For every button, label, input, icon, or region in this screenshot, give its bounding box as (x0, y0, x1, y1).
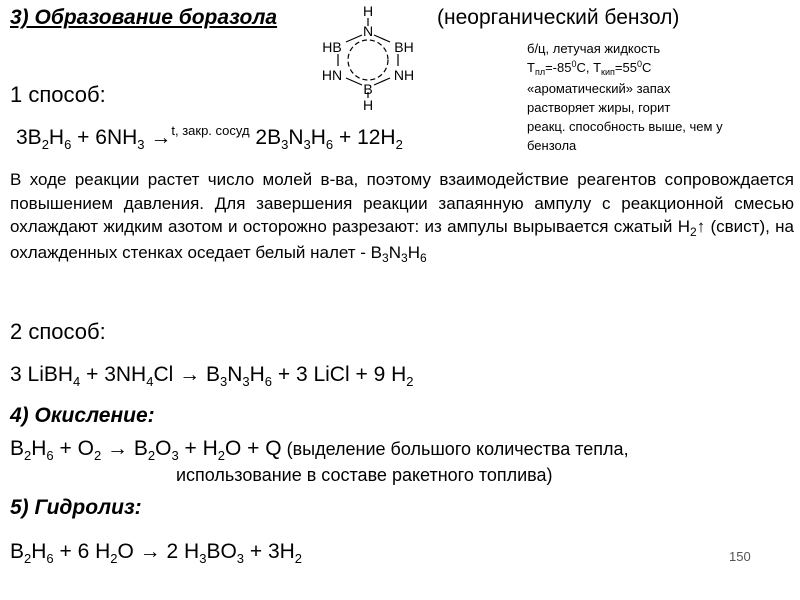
oxidation-note-1: (выделение большого количества тепла, (281, 439, 629, 459)
atom-bh: BH (394, 39, 414, 55)
atom-hb: HB (322, 39, 342, 55)
aromatic-ring (348, 40, 388, 80)
oxidation-note-2: использование в составе ракетного топлива) (176, 465, 553, 485)
atom-hn: HN (321, 67, 343, 83)
section-3-aside: (неорганический бензол) (437, 6, 680, 29)
property-line-4: растворяет жиры, горит (527, 100, 671, 115)
method-2-heading: 2 способ: (10, 319, 106, 344)
method-1-description: В ходе реакции растет число молей в-ва, поэтому взаимодействие реагентов сопровождается повышением давления. Для завершения реакции запаянную ампулу с реакционной смесью охлаждают жидким азотом и осторожно разрезают: из ампулы вырывается сжатый $Н_2↑$ (свист), на охлажденных стенках оседает белый налет - $B_3N_3H_6$ (10, 170, 794, 265)
property-line-1: б/ц, летучая жидкость (527, 41, 661, 56)
property-line-3: «ароматический» запах (527, 81, 671, 96)
section-4-title: 4) Окисление: (10, 404, 155, 427)
page-number: 150 (729, 549, 751, 564)
bond-nr-b (374, 78, 390, 85)
atom-b-bottom: B (363, 81, 373, 97)
atom-h-top: H (362, 3, 374, 19)
property-line-5: реакц. способность выше, чем у (527, 119, 723, 134)
section-3-title: 3) Образование боразола (10, 6, 278, 29)
oxidation-equation: $B_2H_6 + O_2 \to B_2O_3 + H_2O + Q$ (выделение большого количества тепла, (10, 437, 629, 463)
property-line-6: бензола (527, 138, 577, 153)
bond-nl-b (346, 78, 362, 85)
method-2-equation: 3 LiBH$_4$ + $3NH_4Cl \to B_3N_3H_6 + 3$ LiCl + 9 $H_2$ (10, 363, 414, 389)
method-1-equation: $3B_2H_6 + 6NH_3 \to^{t, закр. сосуд}$ $2B_3N_3H_6 + 12H_2$ (16, 123, 403, 152)
property-line-2: $Т_{пл}=-85^0С$, $Т_{кип}=55^0С$ (527, 59, 652, 77)
atom-h-bottom: H (362, 97, 374, 112)
hydrolysis-equation: $B_2H_6 + 6$ $H_2O \to 2$ $H_3BO_3 + 3H_2$ (10, 540, 303, 566)
bond-n-bl (346, 35, 362, 42)
section-5-title: 5) Гидролиз: (10, 496, 142, 519)
atom-nh: NH (393, 67, 415, 83)
bond-n-br (374, 35, 390, 42)
reaction-condition: t, закр. сосуд (171, 123, 250, 138)
atom-n-top: N (362, 23, 374, 39)
borazine-structure (312, 2, 422, 112)
method-1-heading: 1 способ: (10, 82, 106, 107)
properties-note (527, 39, 723, 155)
